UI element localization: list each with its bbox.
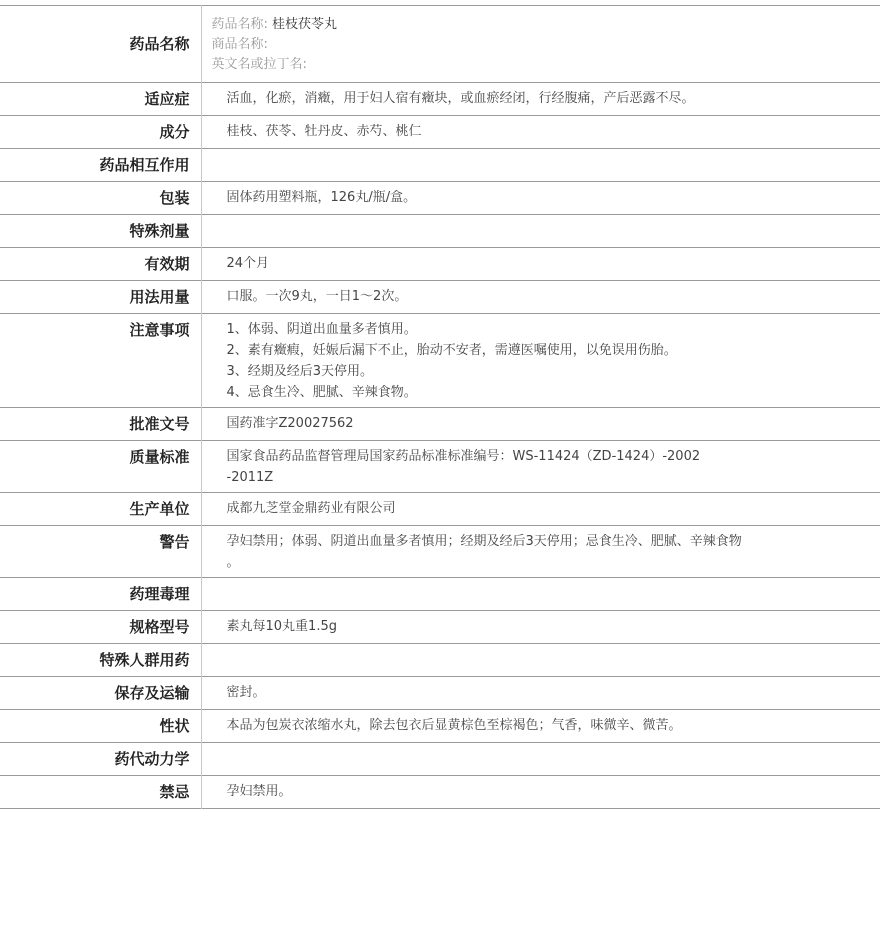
row-label-drug-name: 药品名称	[0, 6, 201, 83]
table-row	[0, 710, 880, 743]
row-value	[201, 314, 880, 408]
row-label: 适应症	[0, 83, 201, 116]
table-row	[0, 182, 880, 215]
row-value	[201, 644, 880, 677]
row-value-line: 国药准字Z20027562	[226, 416, 354, 431]
row-value	[201, 493, 880, 526]
table-row	[0, 644, 880, 677]
table-row	[0, 215, 880, 248]
table-row	[0, 248, 880, 281]
row-value-line: 固体药用塑料瓶，126丸/瓶/盒。	[226, 190, 417, 205]
generic-name-key: 药品名称:	[211, 17, 268, 32]
row-label: 规格型号	[0, 611, 201, 644]
row-value	[201, 611, 880, 644]
row-value-line: 口服。一次9丸，一日1～2次。	[226, 289, 408, 304]
row-value	[201, 215, 880, 248]
table-row	[0, 526, 880, 578]
table-row	[0, 116, 880, 149]
generic-name-value: 桂枝茯苓丸	[272, 17, 338, 32]
row-value-line: 本品为包炭衣浓缩水丸，除去包衣后显黄棕色至棕褐色；气香，味微辛、微苦。	[226, 718, 682, 733]
row-value	[201, 408, 880, 441]
table-row	[0, 149, 880, 182]
row-label: 成分	[0, 116, 201, 149]
trade-name-line	[212, 35, 880, 55]
latin-name-key: 英文名或拉丁名:	[211, 57, 307, 72]
row-value-line: 国家食品药品监督管理局国家药品标准标准编号：WS-11424（ZD-1424）-2002	[226, 449, 701, 464]
table-row	[0, 611, 880, 644]
row-value-line: 活血，化瘀，消癥，用于妇人宿有癥块，或血瘀经闭，行经腹痛，产后恶露不尽。	[226, 91, 695, 106]
row-value-line: 成都九芝堂金鼎药业有限公司	[226, 501, 396, 516]
table-row	[0, 776, 880, 809]
row-label: 质量标准	[0, 441, 201, 493]
table-row	[0, 314, 880, 408]
row-label: 性状	[0, 710, 201, 743]
row-label: 药品相互作用	[0, 149, 201, 182]
row-label: 生产单位	[0, 493, 201, 526]
row-value-line: 孕妇禁用。	[226, 784, 292, 799]
table-row	[0, 743, 880, 776]
row-value-line: 1、体弱、阴道出血量多者慎用。	[226, 322, 417, 337]
row-value	[201, 776, 880, 809]
row-label: 批准文号	[0, 408, 201, 441]
row-value-line: 2、素有癥瘕，妊娠后漏下不止，胎动不安者，需遵医嘱使用，以免误用伤胎。	[226, 343, 677, 358]
row-value-line: 桂枝、茯苓、牡丹皮、赤芍、桃仁	[226, 124, 422, 139]
row-value	[201, 441, 880, 493]
row-label: 药代动力学	[0, 743, 201, 776]
row-value-line: 3、经期及经后3天停用。	[226, 364, 374, 379]
row-label: 包装	[0, 182, 201, 215]
row-value	[201, 248, 880, 281]
row-value	[201, 116, 880, 149]
generic-name-line	[212, 15, 880, 35]
row-value-line: 素丸每10丸重1.5g	[226, 619, 337, 634]
row-label: 特殊剂量	[0, 215, 201, 248]
table-row	[0, 493, 880, 526]
latin-name-line	[212, 55, 880, 75]
drug-info-table-body	[0, 6, 880, 809]
row-label: 禁忌	[0, 776, 201, 809]
table-row-drug-name	[0, 6, 880, 83]
row-value-line: 4、忌食生冷、肥腻、辛辣食物。	[226, 385, 417, 400]
row-value-drug-name	[201, 6, 880, 83]
row-label: 药理毒理	[0, 578, 201, 611]
table-row	[0, 408, 880, 441]
row-value	[201, 677, 880, 710]
row-label: 警告	[0, 526, 201, 578]
row-value	[201, 710, 880, 743]
table-row	[0, 281, 880, 314]
row-label: 有效期	[0, 248, 201, 281]
row-value-line: -2011Z	[226, 470, 274, 485]
row-value-line: 密封。	[226, 685, 266, 700]
row-value	[201, 281, 880, 314]
table-row	[0, 578, 880, 611]
drug-info-table	[0, 5, 880, 809]
row-value	[201, 83, 880, 116]
table-row	[0, 441, 880, 493]
row-label: 用法用量	[0, 281, 201, 314]
row-value-line: 孕妇禁用；体弱、阴道出血量多者慎用；经期及经后3天停用；忌食生冷、肥腻、辛辣食物	[226, 534, 742, 549]
row-value	[201, 182, 880, 215]
row-value	[201, 526, 880, 578]
row-value	[201, 149, 880, 182]
row-value-line: 。	[226, 555, 240, 570]
row-value	[201, 743, 880, 776]
row-label: 保存及运输	[0, 677, 201, 710]
row-label: 特殊人群用药	[0, 644, 201, 677]
row-label: 注意事项	[0, 314, 201, 408]
trade-name-key: 商品名称:	[211, 37, 268, 52]
row-value	[201, 578, 880, 611]
table-row	[0, 83, 880, 116]
table-row	[0, 677, 880, 710]
row-value-line: 24个月	[226, 256, 270, 271]
